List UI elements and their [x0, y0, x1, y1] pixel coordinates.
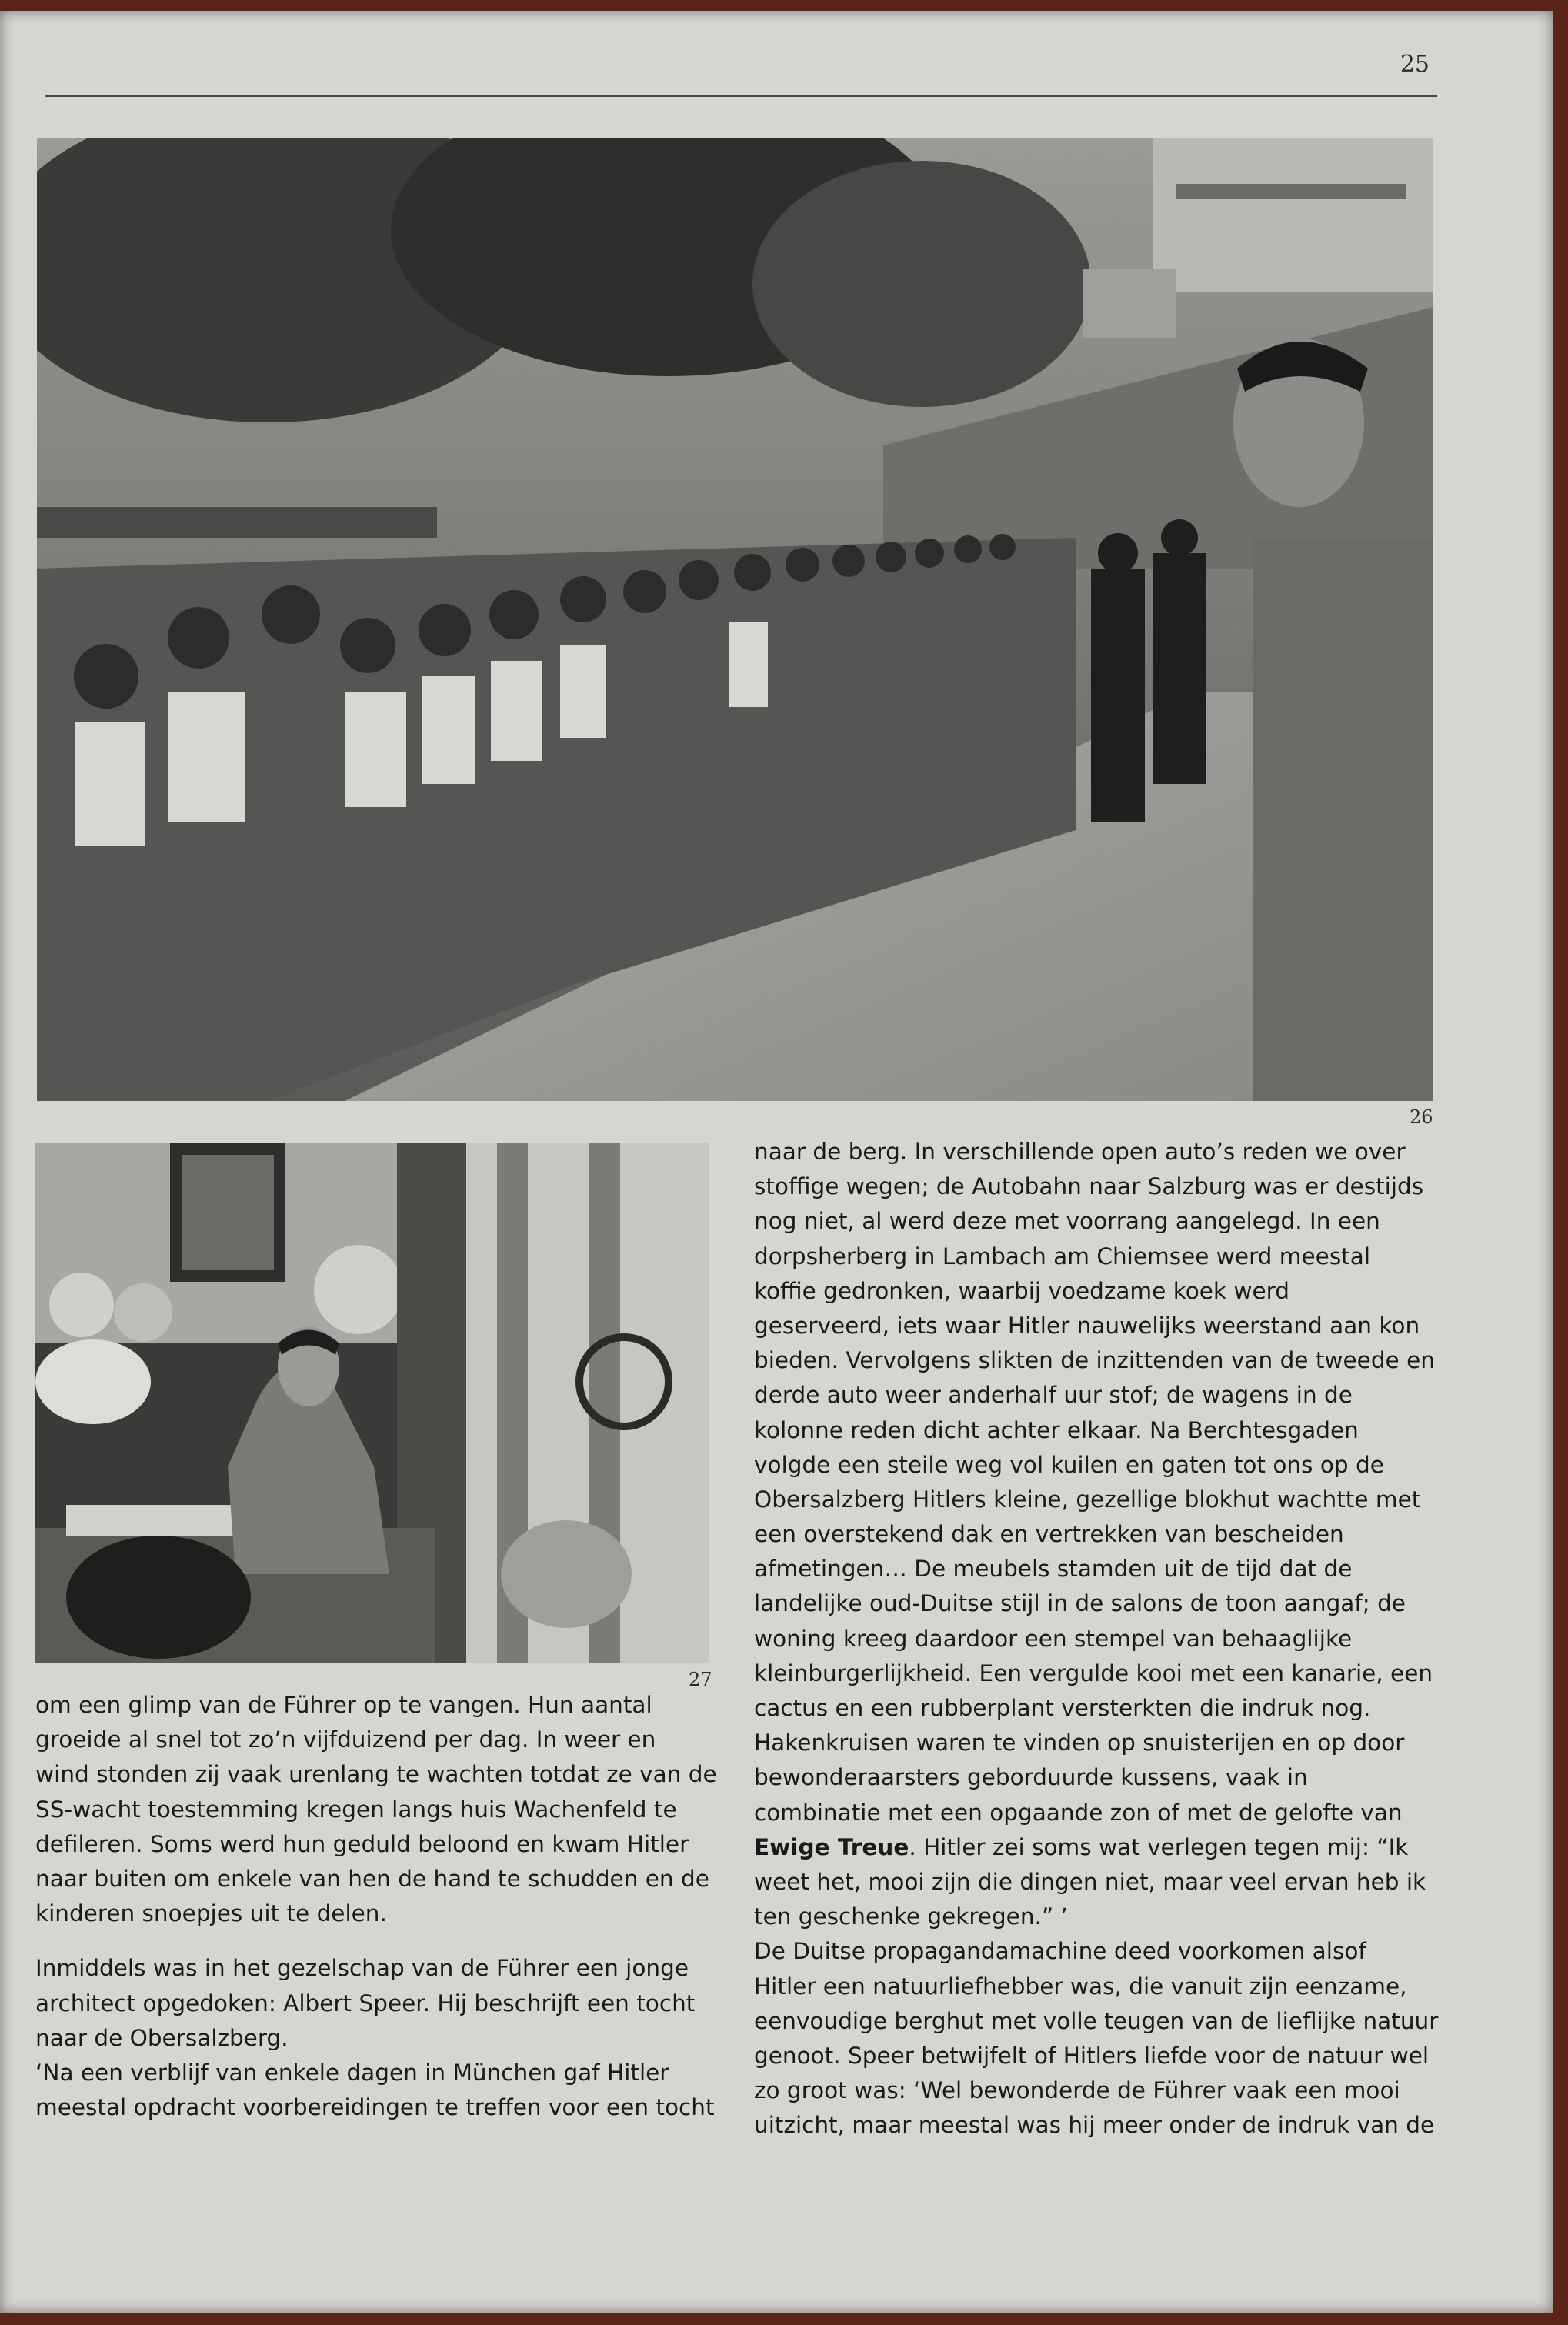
text-line: ten geschenke gekregen.” ’: [754, 1903, 1068, 1930]
text-fragment: . Hitler zei soms wat verlegen tegen mij: “Ik: [909, 1833, 1409, 1860]
photo-man-reading-interior: [35, 1143, 709, 1663]
text-line: kleinburgerlijkheid. Een vergulde kooi met een kanarie, een: [754, 1660, 1433, 1686]
text-line: combinatie met een opgaande zon of met de gelofte van: [754, 1799, 1403, 1826]
text-line: kinderen snoepjes uit te delen.: [35, 1900, 387, 1927]
text-line: architect opgedoken: Albert Speer. Hij beschrijft een tocht: [35, 1990, 696, 2016]
text-line: naar buiten om enkele van hen de hand te schudden en de: [35, 1865, 709, 1892]
header-rule: [45, 95, 1437, 97]
text-line: volgde een steile weg vol kuilen en gaten tot ons op de: [754, 1451, 1384, 1478]
text-line: bieden. Vervolgens slikten de inzittenden van de tweede en: [754, 1347, 1435, 1374]
text-line: cactus en een rubberplant versterkten die indruk nog.: [754, 1695, 1371, 1721]
text-line: zo groot was: ‘Wel bewonderde de Führer vaak een mooi: [754, 2077, 1400, 2104]
text-line: nog niet, al werd deze met voorrang aangelegd. In een: [754, 1208, 1380, 1235]
text-line: landelijke oud-Duitse stijl in de salons de toon aangaf; de: [754, 1590, 1406, 1617]
text-line: woning kreeg daardoor een stempel van behaaglijke: [754, 1625, 1353, 1652]
text-line: Inmiddels was in het gezelschap van de Führer een jonge: [35, 1955, 689, 1982]
text-line: Hitler een natuurliefhebber was, die vanuit zijn eenzame,: [754, 1973, 1407, 2000]
text-line: geserveerd, iets waar Hitler nauwelijks weerstand aan kon: [754, 1312, 1420, 1339]
photo-crowd-on-road: [37, 138, 1433, 1101]
text-line: SS-wacht toestemming kregen langs huis Wachenfeld te: [35, 1796, 677, 1823]
text-line: bewonderaarsters geborduurde kussens, vaak in: [754, 1764, 1308, 1791]
book-page: [0, 11, 1553, 2313]
text-line: Hakenkruisen waren te vinden op snuisterijen en op door: [754, 1730, 1405, 1756]
text-line: een overstekend dak en vertrekken van bescheiden: [754, 1521, 1344, 1548]
text-line: uitzicht, maar meestal was hij meer onder de indruk van de: [754, 2112, 1435, 2139]
page-number: 25: [1400, 51, 1430, 78]
text-line: naar de berg. In verschillende open auto’s reden we over: [754, 1139, 1406, 1165]
text-line: naar de Obersalzberg.: [35, 2024, 289, 2051]
text-line: stoffige wegen; de Autobahn naar Salzburg was er destijds: [754, 1173, 1424, 1200]
text-line: genoot. Speer betwijfelt of Hitlers liefde voor de natuur wel: [754, 2042, 1430, 2069]
text-line: dorpsherberg in Lambach am Chiemsee werd meestal: [754, 1243, 1371, 1269]
text-line: wind stonden zij vaak urenlang te wachten totdat ze van de: [35, 1761, 717, 1788]
right-text-column: [754, 1135, 1438, 2143]
text-line: De Duitse propagandamachine deed voorkomen alsof: [754, 1938, 1366, 1965]
bold-phrase: Ewige Treue: [754, 1833, 909, 1860]
text-line: kolonne reden dicht achter elkaar. Na Berchtesgaden: [754, 1416, 1359, 1443]
text-line: defileren. Soms werd hun geduld beloond en kwam Hitler: [35, 1830, 689, 1857]
text-line: eenvoudige berghut met volle teugen van de lieflijke natuur: [754, 2007, 1439, 2034]
text-line: derde auto weer anderhalf uur stof; de wagens in de: [754, 1382, 1353, 1409]
left-text-column: [35, 1688, 717, 2125]
photo-caption-number: 26: [1410, 1106, 1433, 1128]
text-line: ‘Na een verblijf van enkele dagen in München gaf Hitler: [35, 2059, 669, 2086]
text-line: afmetingen… De meubels stamden uit de tijd dat de: [754, 1556, 1353, 1583]
text-line: koffie gedronken, waarbij voedzame koek werd: [754, 1277, 1290, 1304]
text-line: om een glimp van de Führer op te vangen. Hun aantal: [35, 1692, 652, 1718]
text-line: Obersalzberg Hitlers kleine, gezellige blokhut wachtte met: [754, 1486, 1421, 1513]
text-line: groeide al snel tot zo’n vijfduizend per dag. In weer en: [35, 1726, 656, 1753]
text-line: meestal opdracht voorbereidingen te treffen voor een tocht: [35, 2094, 715, 2121]
text-line: weet het, mooi zijn die dingen niet, maar veel ervan heb ik: [754, 1868, 1426, 1895]
photo-caption-number: 27: [689, 1669, 712, 1690]
text-line-with-bold: [754, 1830, 1438, 1865]
